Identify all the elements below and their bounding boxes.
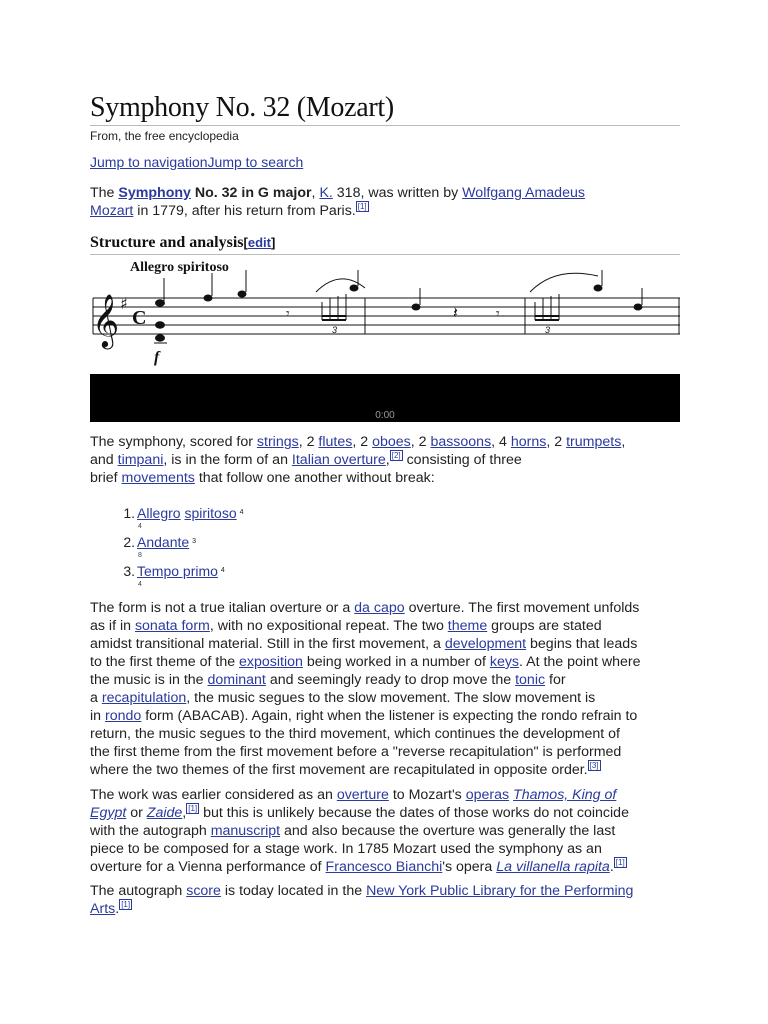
forte-dynamic: f: [154, 349, 160, 366]
thamos-link-line1[interactable]: Thamos, King of: [513, 787, 617, 803]
da-capo-link[interactable]: da capo: [354, 600, 405, 616]
list-number: 1.: [123, 505, 135, 521]
flutes-link[interactable]: flutes: [318, 434, 353, 450]
section-divider: [90, 254, 680, 255]
text: 318, was written by: [332, 185, 463, 201]
intro-paragraph: [90, 184, 680, 220]
text: ,: [182, 805, 187, 821]
triplet-mark-1: 3: [332, 325, 338, 335]
text: brief: [90, 470, 122, 486]
text: that follow one another without break:: [194, 470, 435, 486]
text: , 2: [352, 434, 373, 450]
title-divider: [90, 125, 680, 126]
page-title: Symphony No. 32 (Mozart): [90, 92, 394, 123]
text: , is in the form of an: [163, 452, 292, 468]
text: , with no expositional repeat. The two: [209, 618, 448, 634]
text: overture for a Vienna performance of: [90, 859, 326, 875]
tempo-primo-link[interactable]: Tempo primo: [137, 563, 218, 579]
recapitulation-link[interactable]: recapitulation: [101, 690, 187, 706]
development-link[interactable]: development: [444, 636, 527, 652]
operas-link[interactable]: operas: [465, 787, 510, 803]
text: piece to be composed for a stage work. In 1785 Mozart used the symphony as an: [90, 841, 602, 857]
bold-title: No. 32 in G major: [190, 185, 312, 201]
time-signature-top: 4: [239, 509, 244, 516]
jump-links: [90, 154, 303, 170]
text: ,: [621, 434, 626, 450]
text: the first theme from the first movement before a "reverse recapitulation" is performed: [90, 744, 622, 760]
text: .: [609, 859, 614, 875]
text: The: [90, 185, 119, 201]
list-item: [90, 505, 244, 534]
text: The form is not a true italian overture or a: [90, 600, 355, 616]
triplet-mark-2: 3: [545, 325, 551, 335]
tonic-link[interactable]: tonic: [515, 672, 546, 688]
tempo-marking: Allegro spiritoso: [130, 260, 229, 275]
treble-clef-icon: 𝄞: [92, 293, 120, 347]
text: begins that leads: [526, 636, 638, 652]
text: ,: [385, 452, 390, 468]
nypl-link-line1[interactable]: New York Public Library for the Performing: [366, 883, 634, 899]
text: The symphony, scored for: [90, 434, 257, 450]
text: , the music segues to the slow movement. The slow movement is: [186, 690, 596, 706]
staff-lines: [93, 298, 680, 334]
zaide-link[interactable]: Zaide: [146, 805, 183, 821]
spiritoso-link[interactable]: spiritoso: [184, 505, 237, 521]
text: as if in: [90, 618, 135, 634]
reference-5[interactable]: [1]: [615, 858, 625, 868]
common-time-symbol: C: [132, 307, 147, 329]
text: overture. The first movement unfolds: [404, 600, 640, 616]
text: , 4: [491, 434, 511, 450]
text: with the autograph: [90, 823, 211, 839]
svg-text:𝄾: 𝄾: [286, 305, 290, 321]
text: where the two themes of the first movement are recapitulated in opposite order.: [90, 762, 588, 778]
list-number: 2.: [123, 534, 135, 550]
theme-link[interactable]: theme: [447, 618, 488, 634]
edit-bracket-close: ]: [270, 235, 276, 250]
time-signature-bottom: 4: [138, 523, 142, 530]
horns-link[interactable]: horns: [510, 434, 547, 450]
history-paragraph: [90, 786, 680, 876]
nypl-link-line2[interactable]: Arts: [90, 901, 116, 917]
text: and also because the overture was generally the last: [280, 823, 616, 839]
text: consisting of three: [402, 452, 522, 468]
text: .: [115, 901, 120, 917]
text: . At the point where: [519, 654, 641, 670]
oboes-link[interactable]: oboes: [372, 434, 411, 450]
jump-to-search-link[interactable]: Jump to search: [207, 154, 304, 170]
trumpets-link[interactable]: trumpets: [566, 434, 622, 450]
svg-text:𝄽: 𝄽: [453, 305, 458, 322]
text: and seemingly ready to drop move the: [265, 672, 516, 688]
reference-4[interactable]: [1]: [188, 804, 198, 814]
section-heading: [90, 234, 275, 252]
list-item: [90, 534, 244, 563]
bassoons-link[interactable]: bassoons: [430, 434, 492, 450]
timpani-link[interactable]: timpani: [117, 452, 164, 468]
movement-list: [90, 505, 244, 592]
autograph-paragraph: [90, 882, 680, 918]
keys-link[interactable]: keys: [489, 654, 520, 670]
sonata-form-link[interactable]: sonata form: [134, 618, 210, 634]
text: The autograph: [90, 883, 187, 899]
reference-6[interactable]: [1]: [121, 900, 131, 910]
villanella-link[interactable]: La villanella rapita: [496, 859, 610, 875]
text: 's opera: [442, 859, 497, 875]
score-link[interactable]: score: [186, 883, 221, 899]
andante-link[interactable]: Andante: [137, 534, 190, 550]
list-number: 3.: [123, 563, 135, 579]
tagline: From, the free encyclopedia: [90, 129, 239, 143]
text: is today located in the: [220, 883, 367, 899]
overture-link[interactable]: overture: [336, 787, 389, 803]
reference-2[interactable]: [2]: [391, 451, 401, 461]
thamos-link-line2[interactable]: Egypt: [90, 805, 127, 821]
key-signature-sharp: ♯: [120, 294, 128, 313]
edit-bracket-open: [: [243, 235, 248, 250]
list-item: [90, 563, 244, 592]
edit-link[interactable]: edit: [247, 235, 271, 250]
text: , 2: [410, 434, 431, 450]
rondo-link[interactable]: rondo: [104, 708, 142, 724]
text: a: [90, 690, 102, 706]
manuscript-link[interactable]: manuscript: [210, 823, 281, 839]
text: being worked in a number of: [302, 654, 490, 670]
text: and: [90, 452, 118, 468]
player-time: 0:00: [375, 410, 395, 421]
text: The work was earlier considered as an: [90, 787, 337, 803]
text: ,: [311, 185, 320, 201]
jump-to-navigation-link[interactable]: Jump to navigation: [90, 154, 208, 170]
audio-player[interactable]: [90, 374, 680, 422]
text: in 1779, after his return from Paris.: [133, 203, 356, 219]
text: or: [126, 805, 147, 821]
text: , 2: [298, 434, 319, 450]
symphony-link[interactable]: Symphony: [118, 185, 191, 201]
text: groups are stated: [487, 618, 602, 634]
text: form (ABACAB). Again, right when the listener is expecting the rondo refrain to: [141, 708, 638, 724]
orchestration-paragraph: [90, 433, 680, 487]
heading-text: Structure and analysis: [90, 234, 244, 251]
text: to the first theme of the: [90, 654, 240, 670]
time-signature-bottom: 4: [138, 581, 142, 588]
mozart-link-line1[interactable]: Wolfgang Amadeus: [462, 185, 585, 201]
text: return, the music segues to the third movement, which continues the development of: [90, 726, 620, 742]
reference-3[interactable]: [3]: [589, 761, 599, 771]
dominant-link[interactable]: dominant: [207, 672, 266, 688]
k-link[interactable]: K.: [319, 185, 333, 201]
movements-link[interactable]: movements: [121, 470, 195, 486]
time-signature-bottom: 8: [138, 552, 142, 559]
svg-text:𝄾: 𝄾: [496, 305, 500, 321]
form-paragraph: [90, 599, 680, 779]
bianchi-link[interactable]: Francesco Bianchi: [325, 859, 443, 875]
music-score-image: [90, 258, 680, 368]
allegro-link[interactable]: Allegro: [137, 505, 181, 521]
text: amidst transitional material. Still in the first movement, a: [90, 636, 445, 652]
text: to Mozart's: [388, 787, 466, 803]
text: the music is in the: [90, 672, 208, 688]
time-signature-top: 3: [192, 538, 197, 545]
text: in: [90, 708, 105, 724]
text: , 2: [546, 434, 567, 450]
italian-overture-link[interactable]: Italian overture: [291, 452, 386, 468]
time-signature-top: 4: [220, 567, 225, 574]
exposition-link[interactable]: exposition: [239, 654, 303, 670]
text: but this is unlikely because the dates of those works do not coincide: [199, 805, 629, 821]
strings-link[interactable]: strings: [256, 434, 299, 450]
mozart-link-line2[interactable]: Mozart: [90, 203, 134, 219]
text: for: [545, 672, 566, 688]
reference-1[interactable]: [1]: [357, 202, 367, 212]
